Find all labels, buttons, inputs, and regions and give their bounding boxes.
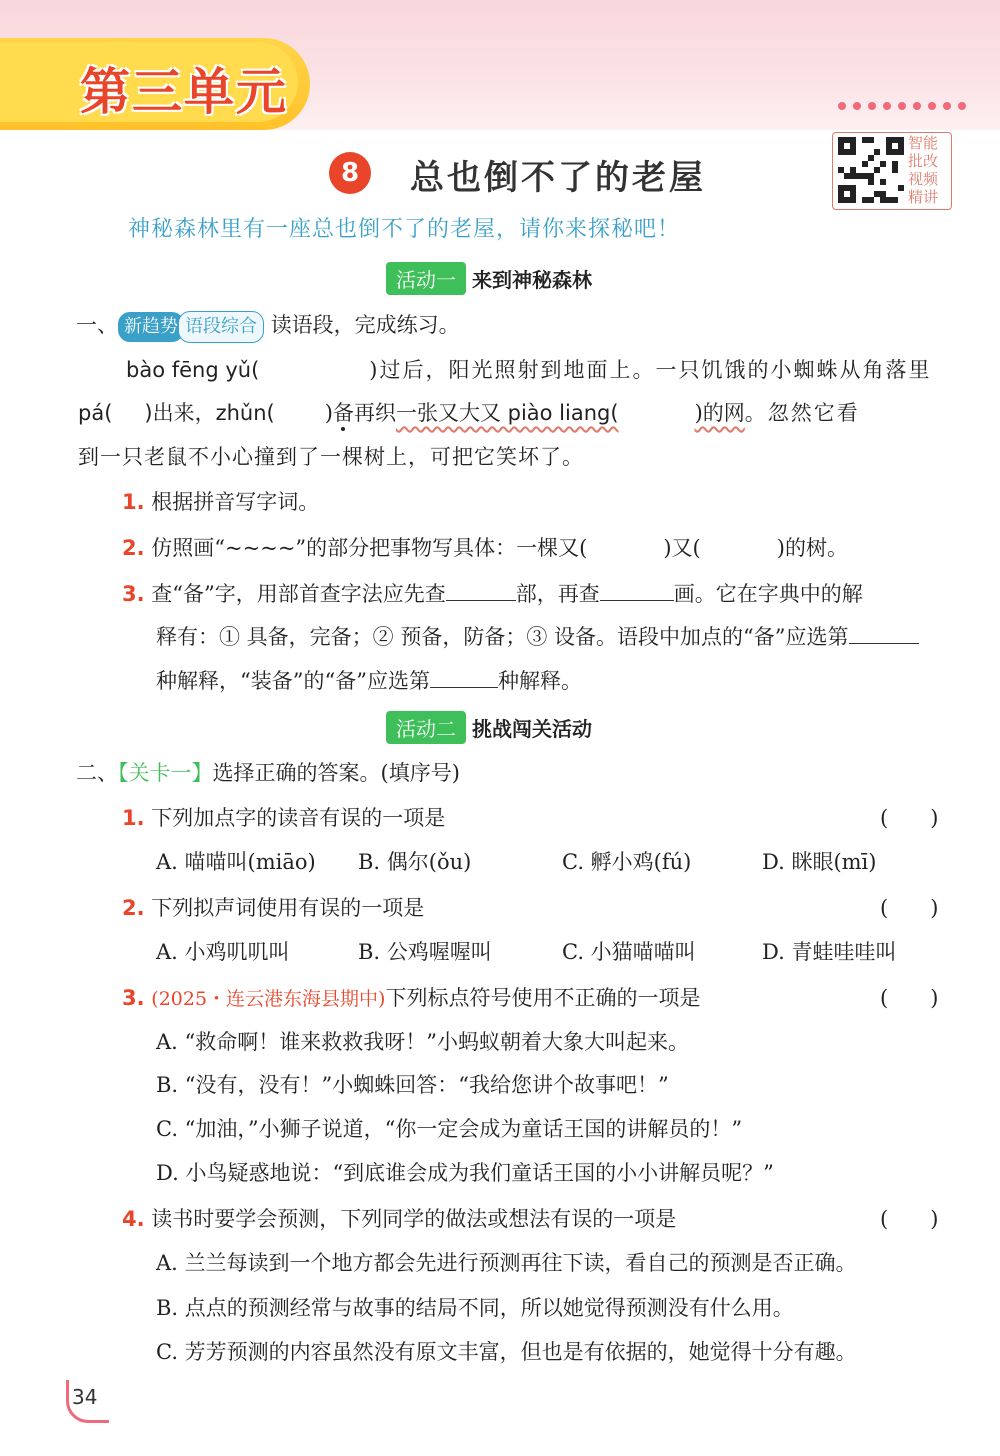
question-1-1 [122, 487, 319, 517]
question-number: 3. [122, 582, 145, 606]
passage-text: ) [324, 401, 333, 425]
question-number: 4. [122, 1207, 145, 1231]
question-text: 画。它在字典中的解 [673, 582, 863, 606]
qr-label: 智能批改视频精讲 [908, 134, 939, 206]
qr-module [880, 161, 886, 167]
qr-module [862, 161, 868, 167]
answer-paren[interactable]: ( ) [880, 806, 939, 830]
lesson-subtitle: 神秘森林里有一座总也倒不了的老屋，请你来探秘吧！ [128, 217, 681, 242]
question-text: 仿照画“ [151, 536, 226, 560]
passage-line-3: 到一只老鼠不小心撞到了一棵树上，可把它笑坏了。 [78, 445, 584, 469]
question-text: 部，再查 [515, 582, 600, 606]
section-2-heading [76, 758, 460, 788]
activity-tag: 活动一 [386, 262, 466, 295]
passage-line-2 [78, 398, 860, 428]
section-instruction: 读语段，完成练习。 [270, 313, 460, 337]
passage-line-1 [126, 355, 931, 385]
question-text: )的树。 [776, 536, 848, 560]
qr-module [898, 149, 904, 155]
option: B. 点点的预测经常与故事的结局不同，所以她觉得预测没有什么用。 [156, 1296, 794, 1320]
qr-module [874, 149, 880, 155]
wavy-symbol: ~~~~ [225, 536, 296, 560]
question-text: 下列拟声词使用有误的一项是 [151, 896, 425, 920]
passage-text: bào fēng yǔ( [126, 358, 260, 382]
activity-name: 来到神秘森林 [472, 268, 592, 292]
passage-text: pá( [78, 401, 113, 425]
answer-blank[interactable] [446, 599, 516, 601]
option: C. “加油，”小狮子说道，“你一定会成为童话王国的讲解员的！” [156, 1117, 743, 1141]
activity-header-2 [386, 711, 592, 744]
section-prefix: 二、 [76, 761, 118, 785]
question-source: (2025・连云港东海县期中) [151, 988, 386, 1010]
qr-module [898, 185, 904, 191]
question-2-3 [122, 983, 700, 1014]
passage-text: )过后，阳光照射到地面上。一只饥饿的小蜘蛛从角落里 [369, 358, 932, 382]
trend-badge: 新趋势 [118, 312, 184, 342]
section-1-heading [76, 310, 460, 343]
option: D. 小鸟疑惑地说：“到底谁会成为我们童话王国的小小讲解员呢？” [156, 1161, 774, 1185]
lesson-title: 总也倒不了的老屋 [410, 158, 706, 198]
question-text: )又( [663, 536, 701, 560]
question-2-2 [122, 893, 424, 923]
answer-blank[interactable] [849, 642, 919, 644]
page-number: 34 [72, 1385, 98, 1409]
trend-type-badge: 语段综合 [178, 311, 264, 343]
activity-header-1 [386, 262, 592, 295]
qr-code-icon[interactable] [838, 137, 904, 203]
option: A. 喵喵叫(miāo) [156, 850, 316, 874]
section-instruction: 选择正确的答案。(填序号) [212, 761, 460, 785]
question-1-2 [122, 533, 848, 563]
question-number: 1. [122, 806, 145, 830]
question-text: 查“备”字，用部首查字法应先查 [151, 582, 446, 606]
question-text: ”的部分把事物写具体：一棵又( [295, 536, 588, 560]
question-text: 根据拼音写字词。 [151, 490, 320, 514]
activity-tag: 活动二 [386, 711, 466, 744]
qr-module [868, 179, 874, 185]
qr-module [892, 167, 898, 173]
answer-paren[interactable]: ( ) [880, 896, 939, 920]
qr-module [850, 197, 856, 203]
question-text: 下列标点符号使用不正确的一项是 [385, 986, 701, 1010]
passage-text: 再织 [353, 401, 396, 425]
activity-name: 挑战闯关活动 [472, 717, 592, 741]
question-text: 释有：① 具备，完备；② 预备，防备；③ 设备。语段中加点的“备”应选第 [156, 625, 849, 649]
option: B. 偶尔(ǒu) [358, 850, 472, 874]
qr-module [874, 167, 880, 173]
qr-module [868, 155, 874, 161]
question-text: 读书时要学会预测，下列同学的做法或想法有误的一项是 [151, 1207, 677, 1231]
option: A. 小鸡叽叽叫 [156, 940, 290, 964]
answer-paren[interactable]: ( ) [880, 1207, 939, 1231]
section-prefix: 一、 [76, 313, 118, 337]
answer-blank[interactable] [430, 686, 498, 688]
option: B. 公鸡喔喔叫 [358, 940, 492, 964]
level-label: 【关卡一】 [118, 761, 213, 785]
question-number: 1. [122, 490, 145, 514]
option: B. “没有，没有！”小蜘蛛回答：“我给您讲个故事吧！” [156, 1073, 669, 1097]
dotted-character: 备 [332, 401, 354, 425]
unit-title: 第三单元 [80, 63, 288, 121]
option: C. 芳芳预测的内容虽然没有原文丰富，但也是有依据的，她觉得十分有趣。 [156, 1340, 857, 1364]
qr-module [880, 179, 886, 185]
question-number: 2. [122, 896, 145, 920]
qr-module [868, 137, 874, 143]
question-text: 种解释。 [497, 669, 582, 693]
option: C. 小猫喵喵叫 [562, 940, 696, 964]
lesson-number-badge: 8 [329, 152, 371, 194]
question-1-3-line-2 [156, 622, 919, 652]
qr-module [868, 197, 874, 203]
option: A. 兰兰每读到一个地方都会先进行预测再往下读，看自己的预测是否正确。 [156, 1251, 857, 1275]
qr-module [892, 197, 898, 203]
option: D. 青蛙哇哇叫 [762, 940, 897, 964]
question-1-3-line-3 [156, 666, 582, 696]
question-2-4 [122, 1204, 676, 1234]
passage-text: )出来，zhǔn( [144, 401, 275, 425]
qr-module [850, 149, 856, 155]
answer-blank[interactable] [600, 599, 674, 601]
question-number: 2. [122, 536, 145, 560]
question-1-3 [122, 579, 863, 609]
passage-text: 。忽然它看 [744, 401, 860, 425]
question-number: 3. [122, 986, 145, 1010]
answer-paren[interactable]: ( ) [880, 986, 939, 1010]
question-text: 下列加点字的读音有误的一项是 [151, 806, 446, 830]
option: D. 眯眼(mī) [762, 850, 877, 874]
question-2-1 [122, 803, 445, 833]
option: C. 孵小鸡(fú) [562, 850, 692, 874]
question-text: 种解释，“装备”的“备”应选第 [156, 669, 430, 693]
wavy-underlined-phrase: 一张又大又 piào liang( )的网 [395, 401, 745, 425]
decorative-dots [838, 95, 973, 114]
option: A. “救命啊！谁来救救我呀！”小蚂蚁朝着大象大叫起来。 [156, 1030, 689, 1054]
